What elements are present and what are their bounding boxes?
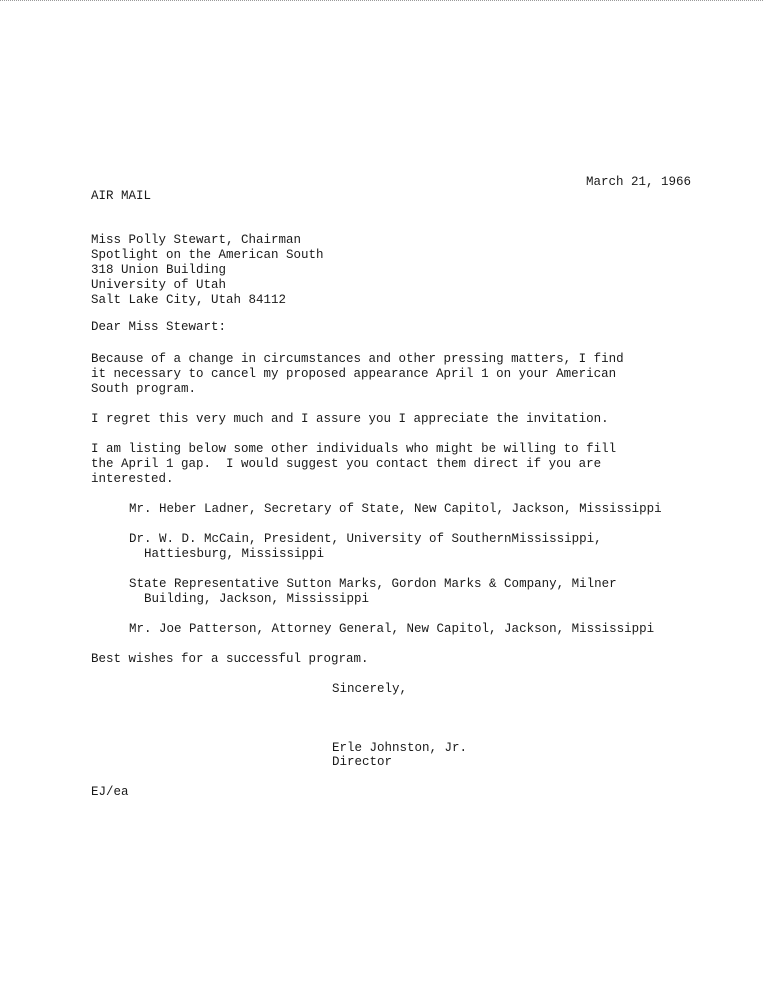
address-line: 318 Union Building — [91, 263, 227, 277]
address-line: University of Utah — [91, 278, 227, 292]
contact-line: Mr. Joe Patterson, Attorney General, New Capitol, Jackson, Mississippi — [129, 622, 655, 636]
recipient-address — [91, 233, 324, 308]
address-line: Miss Polly Stewart, Chairman — [91, 233, 302, 247]
contact-entry — [129, 577, 617, 607]
address-line: Spotlight on the American South — [91, 248, 324, 262]
contact-line: Hattiesburg, Mississippi — [144, 547, 325, 561]
paragraph-line: I am listing below some other individuals who might be willing to fill — [91, 442, 617, 456]
paragraph-line: South program. — [91, 382, 197, 396]
contact-line: Mr. Heber Ladner, Secretary of State, New Capitol, Jackson, Mississippi — [129, 502, 662, 516]
contact-entry — [129, 532, 602, 562]
signer-title: Director — [332, 755, 393, 769]
contact-line: State Representative Sutton Marks, Gordon Marks & Company, Milner — [129, 577, 617, 591]
paragraph-line: it necessary to cancel my proposed appearance April 1 on your American — [91, 367, 617, 381]
paragraph-line: the April 1 gap. I would suggest you contact them direct if you are — [91, 457, 602, 471]
signer-name: Erle Johnston, Jr. — [332, 741, 468, 755]
contact-line: Dr. W. D. McCain, President, University of SouthernMississippi, — [129, 532, 602, 546]
reference-initials: EJ/ea — [91, 785, 129, 799]
body-paragraph-cancellation — [91, 352, 624, 397]
paragraph-line: interested. — [91, 472, 174, 486]
letter-date: March 21, 1966 — [586, 175, 692, 189]
body-paragraph-suggestions — [91, 442, 616, 487]
body-paragraph-regret — [91, 412, 609, 427]
closing-wish: Best wishes for a successful program. — [91, 652, 369, 666]
contact-entry — [129, 502, 662, 517]
paragraph-line: I regret this very much and I assure you I appreciate the invitation. — [91, 412, 609, 426]
complimentary-close: Sincerely, — [332, 682, 408, 696]
delivery-notation: AIR MAIL — [91, 189, 152, 203]
paragraph-line: Because of a change in circumstances and other pressing matters, I find — [91, 352, 624, 366]
top-border-divider — [0, 0, 763, 1]
salutation: Dear Miss Stewart: — [91, 320, 227, 334]
contact-line: Building, Jackson, Mississippi — [144, 592, 370, 606]
contact-entry — [129, 622, 654, 637]
address-line: Salt Lake City, Utah 84112 — [91, 293, 287, 307]
